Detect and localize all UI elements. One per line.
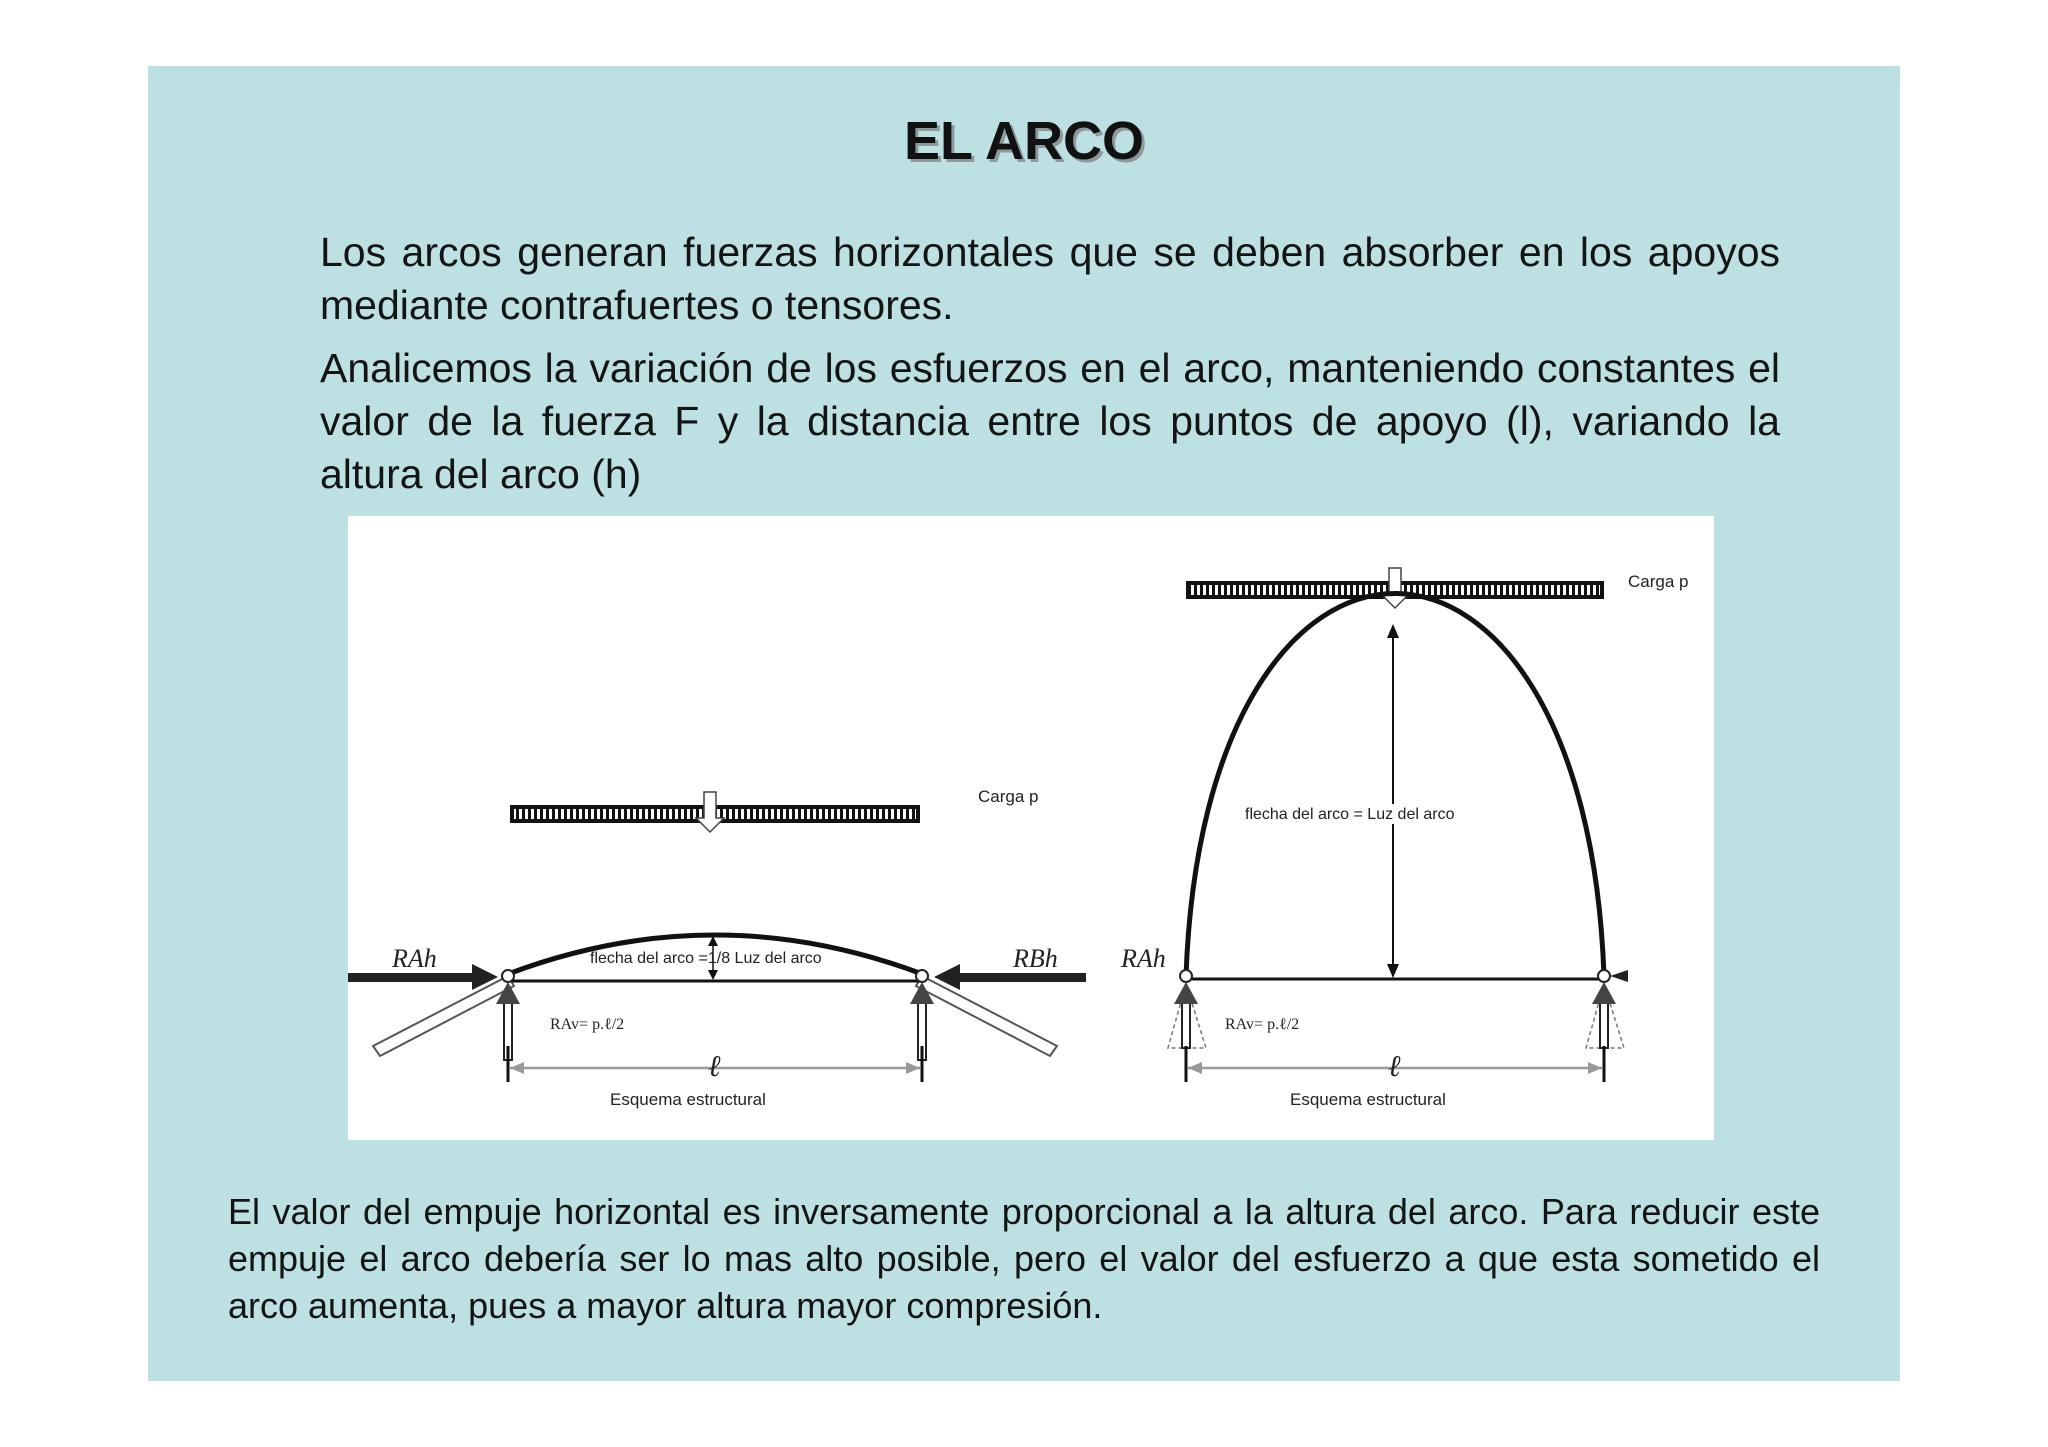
- span-symbol-right: ℓ: [1388, 1050, 1401, 1083]
- load-bar-left: [510, 792, 920, 832]
- high-arch: [1186, 594, 1604, 977]
- rah-label-right: RAh: [1121, 944, 1166, 973]
- span-symbol-left: ℓ: [708, 1050, 721, 1083]
- arch-rise-label-left: flecha del arco =1/8 Luz del arco: [590, 950, 822, 967]
- load-bar-right: [1186, 568, 1604, 608]
- rbh-label-left: RBh: [1013, 944, 1058, 973]
- arch-rise-label-right: flecha del arco = Luz del arco: [1245, 806, 1455, 823]
- right-strut: [916, 976, 1057, 1056]
- paragraph-thrust: Los arcos generan fuerzas horizontales que se deben absorber en los apoyos mediante contrafuertes o tensores.: [320, 229, 1780, 328]
- low-arch-diagram: [348, 787, 1086, 1109]
- scheme-label-right: Esquema estructural: [1290, 1090, 1446, 1109]
- hinge-a-right: [1180, 970, 1192, 982]
- slide: [148, 66, 1900, 1381]
- rav-label-right: RAv= p.ℓ/2: [1225, 1016, 1300, 1033]
- rbh-arrow-left: [934, 964, 1086, 990]
- left-strut: [373, 976, 514, 1056]
- hinge-b-left: [916, 970, 928, 982]
- high-arch-diagram: [1120, 568, 1688, 1109]
- scheme-label-left: Esquema estructural: [610, 1090, 766, 1109]
- caption-paragraph: El valor del empuje horizontal es inversamente proporcional a la altura del arco. Para reducir este empuje el arco debería ser lo mas alto posible, pero el valor del esfuerzo a que esta sometido el arco aumenta, pues a mayor altura mayor compresión.: [228, 1191, 1820, 1326]
- slide-title: EL ARCO: [903, 111, 1145, 171]
- arch-diagram: [348, 516, 1714, 1140]
- hinge-a-left: [502, 970, 514, 982]
- hinge-b-right: [1598, 970, 1610, 982]
- paragraph-analysis: Analicemos la variación de los esfuerzos en el arco, manteniendo constantes el valor de la fuerza F y la distancia entre los puntos de apoyo (l), variando la altura del arco (h): [320, 345, 1780, 497]
- load-label-left: Carga p: [978, 787, 1039, 806]
- load-label-right: Carga p: [1628, 572, 1689, 591]
- rav-label-left: RAv= p.ℓ/2: [550, 1016, 625, 1033]
- rah-label-left: RAh: [392, 944, 437, 973]
